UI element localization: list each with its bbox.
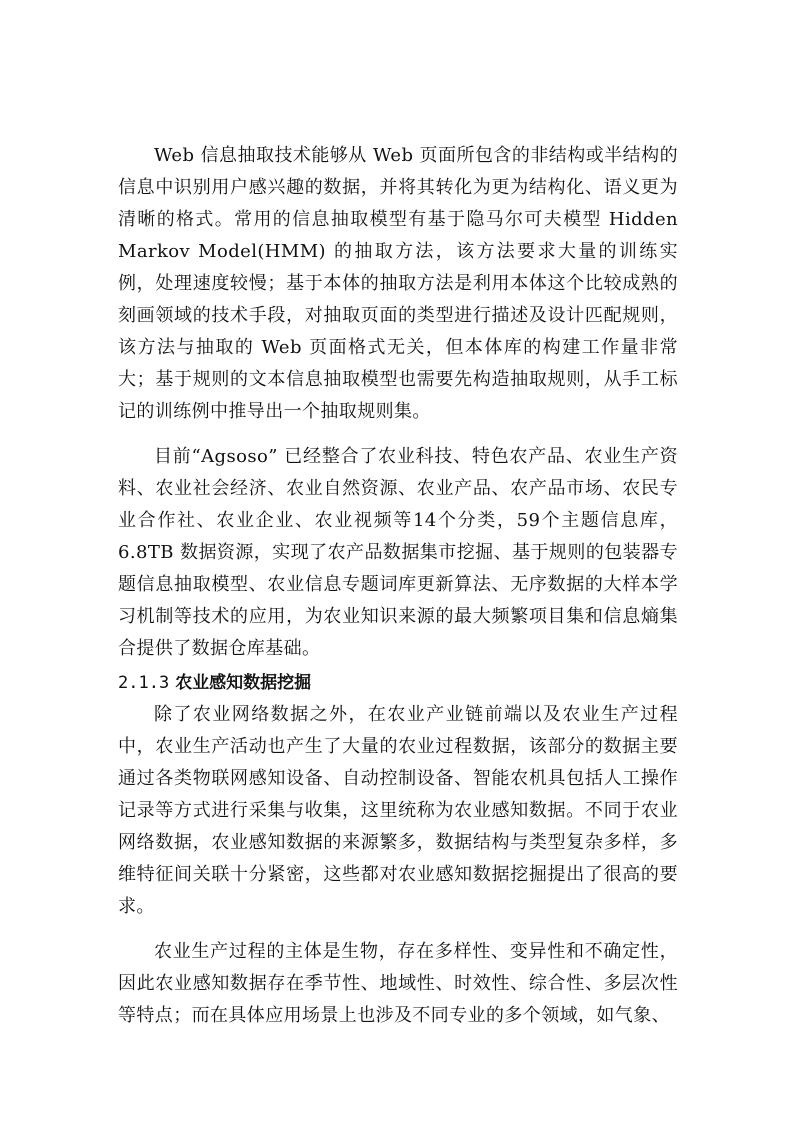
paragraph-agsoso: 目前“Agsoso” 已经整合了农业科技、特色农产品、农业生产资料、农业社会经济、农业自然资源、农业产品、农产品市场、农民专业合作社、农业企业、农业视频等14个分类，59个主题信息库，6.8TB 数据资源，实现了农产品数据集市挖掘、基于规则的包装器专题信息抽取模型、农业信息专题词库更新算法、无序数据的大样本学习机制等技术的应用，为农业知识来源的最大频繁项目集和信息熵集合提供了数据仓库基础。: [118, 446, 678, 659]
section-title: 农业感知数据挖掘: [175, 673, 312, 693]
paragraph-web-extraction: Web 信息抽取技术能够从 Web 页面所包含的非结构或半结构的信息中识别用户感兴趣的数据，并将其转化为更为结构化、语义更为清晰的格式。常用的信息抽取模型有基于隐马尔可夫模型 Hidden Markov Model(HMM) 的抽取方法，该方法要求大量的训练实例，处理速度较慢；基于本体的抽取方法是利用本体这个比较成熟的刻画领域的技术手段，对抽取页面的类型进行描述及设计匹配规则，该方法与抽取的 Web 页面格式无关，但本体库的构建工作量非常大；基于规则的文本信息抽取模型也需要先构造抽取规则，从手工标记的训练例中推导出一个抽取规则集。: [118, 145, 678, 422]
document-page: [118, 140, 678, 1045]
section-heading: [118, 667, 678, 699]
paragraph-sensing-data: 除了农业网络数据之外，在农业产业链前端以及农业生产过程中，农业生产活动也产生了大量的农业过程数据，该部分的数据主要通过各类物联网感知设备、自动控制设备、智能农机具包括人工操作记录等方式进行采集与收集，这里统称为农业感知数据。不同于农业网络数据，农业感知数据的来源繁多，数据结构与类型复杂多样，多维特征间关联十分紧密，这些都对农业感知数据挖掘提出了很高的要求。: [118, 704, 678, 917]
section-number: 2.1.3: [118, 673, 170, 693]
paragraph-production-process: 农业生产过程的主体是生物，存在多样性、变异性和不确定性，因此农业感知数据存在季节性、地域性、时效性、综合性、多层次性等特点；而在具体应用场景上也涉及不同专业的多个领域，如气象、: [118, 941, 678, 1026]
